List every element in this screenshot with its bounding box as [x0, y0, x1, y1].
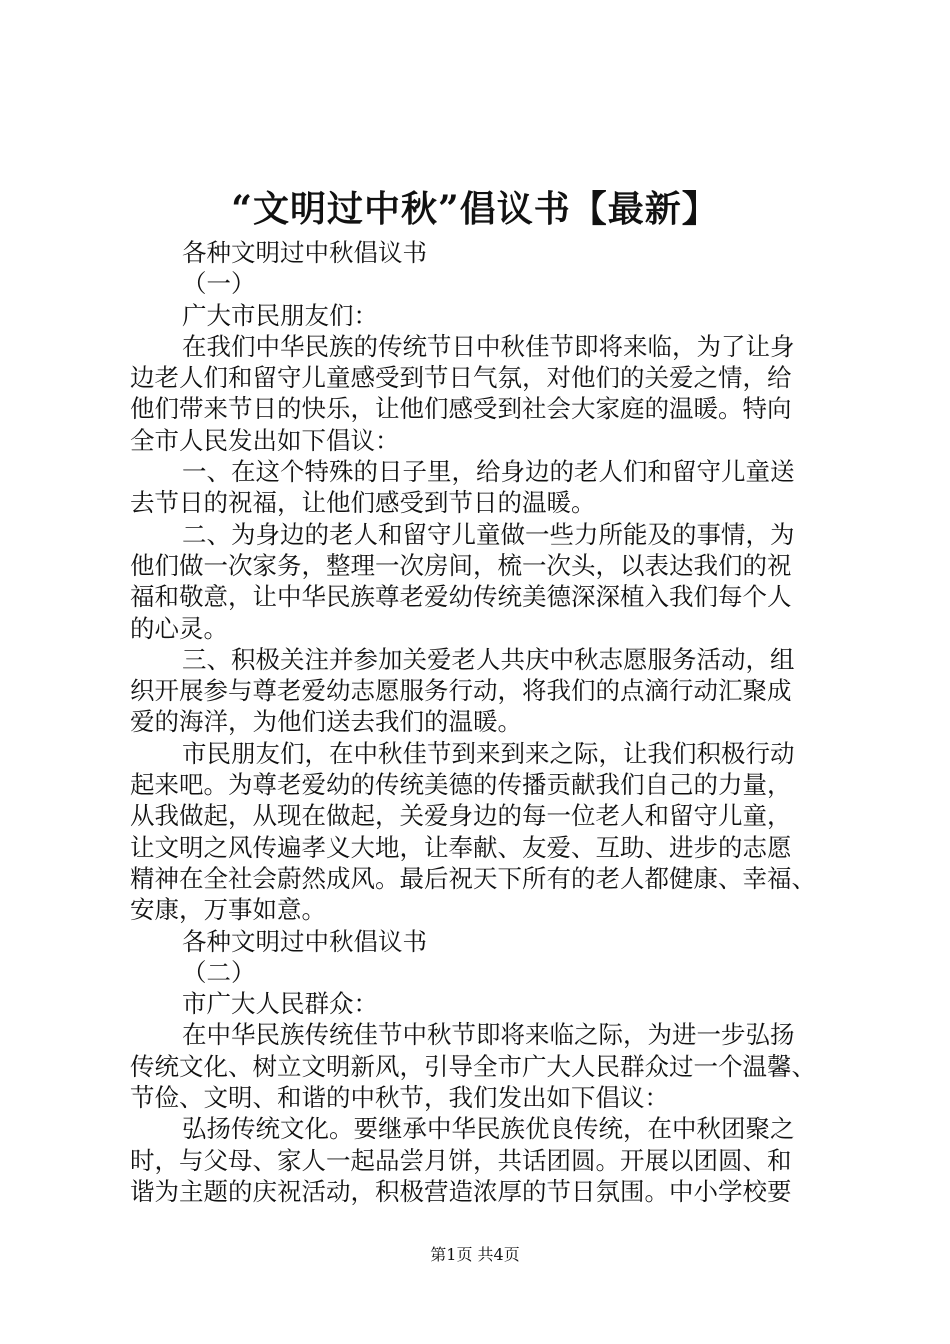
body-line: 三、积极关注并参加关爱老人共庆中秋志愿服务活动，组 [182, 644, 795, 674]
body-line: 谐为主题的庆祝活动，积极营造浓厚的节日氛围。中小学校要 [130, 1176, 792, 1206]
body-line: 起来吧。为尊老爱幼的传统美德的传播贡献我们自己的力量， [130, 770, 792, 800]
body-line: 爱的海洋，为他们送去我们的温暖。 [130, 707, 522, 737]
body-line: 时，与父母、家人一起品尝月饼，共话团圆。开展以团圆、和 [130, 1145, 792, 1175]
body-line: 市广大人民群众： [182, 989, 378, 1019]
body-line: 他们带来节日的快乐，让他们感受到社会大家庭的温暖。特向 [130, 394, 792, 424]
page-footer: 第1页 共4页 [430, 1245, 520, 1264]
body-line: 福和敬意，让中华民族尊老爱幼传统美德深深植入我们每个人 [130, 582, 792, 612]
body-line: 织开展参与尊老爱幼志愿服务行动，将我们的点滴行动汇聚成 [130, 676, 792, 706]
body-line: 各种文明过中秋倡议书 [182, 926, 427, 956]
body-line: 在我们中华民族的传统节日中秋佳节即将来临，为了让身 [182, 331, 795, 361]
body-line: 节俭、文明、和谐的中秋节，我们发出如下倡议： [130, 1083, 669, 1113]
body-line: 传统文化、树立文明新风，引导全市广大人民群众过一个温馨、 [130, 1051, 816, 1081]
body-line: 在中华民族传统佳节中秋节即将来临之际，为进一步弘扬 [182, 1020, 795, 1050]
body-line: 二、为身边的老人和留守儿童做一些力所能及的事情，为 [182, 519, 795, 549]
body-line: 安康，万事如意。 [130, 895, 326, 925]
document-title: “文明过中秋”倡议书【最新】 [231, 188, 719, 230]
body-line: 让文明之风传遍孝义大地，让奉献、友爱、互助、进步的志愿 [130, 832, 792, 862]
body-line: 广大市民朋友们： [182, 300, 378, 330]
document-body [130, 237, 836, 1207]
body-line: 他们做一次家务，整理一次房间，梳一次头，以表达我们的祝 [130, 550, 792, 580]
body-line: （二） [182, 957, 256, 987]
body-line: （一） [182, 269, 256, 299]
body-line: 的心灵。 [130, 613, 228, 643]
body-line: 各种文明过中秋倡议书 [182, 238, 427, 267]
body-line: 精神在全社会蔚然成风。最后祝天下所有的老人都健康、幸福、 [130, 863, 816, 893]
body-line: 市民朋友们，在中秋佳节到来到来之际，让我们积极行动 [182, 738, 795, 768]
body-line: 弘扬传统文化。要继承中华民族优良传统，在中秋团聚之 [182, 1114, 795, 1144]
body-line: 从我做起，从现在做起，关爱身边的每一位老人和留守儿童， [130, 801, 792, 831]
body-line: 一、在这个特殊的日子里，给身边的老人们和留守儿童送 [182, 457, 795, 487]
body-line: 全市人民发出如下倡议： [130, 425, 400, 455]
body-line: 去节日的祝福，让他们感受到节日的温暖。 [130, 488, 596, 518]
body-line: 边老人们和留守儿童感受到节日气氛，对他们的关爱之情，给 [130, 363, 792, 393]
